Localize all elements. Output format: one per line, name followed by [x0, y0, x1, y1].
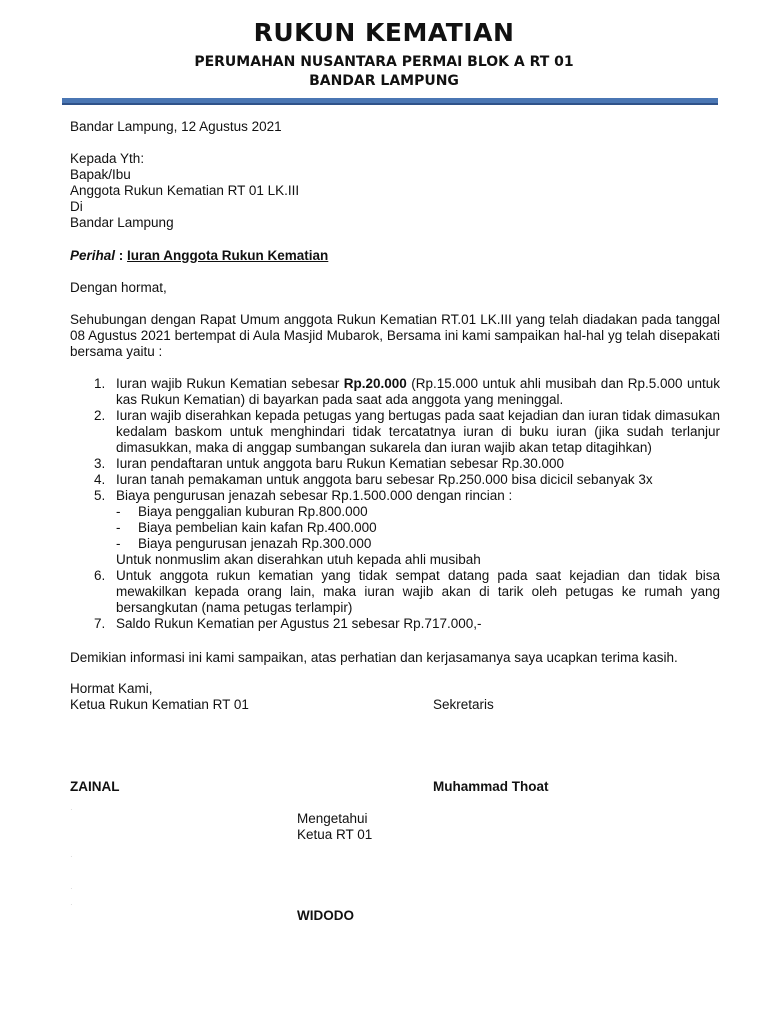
- scan-speck: ·: [70, 852, 73, 861]
- list-item-text: (Rp.15.000 untuk ahli musibah dan Rp.5.000 untuk kas Rukun Kematian) di bayarkan pada saat ada anggota yang meninggal.: [116, 376, 720, 407]
- list-item: [70, 568, 720, 616]
- list-item-text: Saldo Rukun Kematian per Agustus 21 sebesar Rp.717.000,-: [116, 616, 482, 631]
- regards: Hormat Kami,: [70, 681, 153, 696]
- agreement-list: [70, 376, 720, 632]
- acknowledge-role: Ketua RT 01: [297, 827, 373, 842]
- list-number: 6.: [94, 568, 106, 583]
- recipient-line: Anggota Rukun Kematian RT 01 LK.III: [70, 183, 300, 198]
- scan-speck: ·: [70, 884, 73, 893]
- list-number: 1.: [94, 376, 106, 391]
- list-number: 5.: [94, 488, 106, 503]
- list-item-note: Untuk nonmuslim akan diserahkan utuh kepada ahli musibah: [116, 552, 481, 567]
- cost-breakdown: [116, 504, 720, 552]
- list-item: [70, 472, 720, 488]
- letterhead-divider: [62, 98, 718, 105]
- list-number: 3.: [94, 456, 106, 471]
- subject-colon: :: [115, 248, 128, 263]
- scan-speck: ·: [70, 900, 73, 909]
- list-item: [70, 616, 720, 632]
- letterhead-subtitle: PERUMAHAN NUSANTARA PERMAI BLOK A RT 01: [194, 54, 574, 70]
- greeting: Dengan hormat,: [70, 280, 167, 295]
- list-number: 2.: [94, 408, 106, 423]
- list-item-text: Iuran pendaftaran untuk anggota baru Rukun Kematian sebesar Rp.30.000: [116, 456, 565, 471]
- list-item-text: Iuran wajib Rukun Kematian sebesar: [116, 376, 344, 391]
- right-signatory-role: Sekretaris: [433, 697, 494, 712]
- recipient-line: Kepada Yth:: [70, 151, 145, 166]
- scan-speck: ·: [70, 805, 73, 814]
- left-signatory-role: Ketua Rukun Kematian RT 01: [70, 697, 249, 712]
- recipient-line: Di: [70, 199, 83, 214]
- right-signatory-name: Muhammad Thoat: [433, 779, 549, 794]
- dash-bullet: -: [116, 536, 121, 551]
- acknowledge-label: Mengetahui: [297, 811, 368, 826]
- list-number: 4.: [94, 472, 106, 487]
- list-item-text: Iuran wajib diserahkan kepada petugas yang bertugas pada saat kejadian dan iuran tidak dimasukan kedalam baskom untuk menghindari tidak tercatatnya iuran di buku iuran (jika sudah terlanjur dimasukkan, maka di anggap sumbangan sukarela dan iuran wajib akan tetap ditagihkan): [116, 408, 720, 455]
- letterhead-city: BANDAR LAMPUNG: [309, 73, 459, 89]
- acknowledge-name: WIDODO: [297, 908, 354, 923]
- cost-item-text: Biaya pengurusan jenazah Rp.300.000: [138, 536, 372, 551]
- cost-item: [116, 520, 720, 536]
- intro-paragraph: Sehubungan dengan Rapat Umum anggota Rukun Kematian RT.01 LK.III yang telah diadakan pada tanggal 08 Agustus 2021 bertempat di Aula Masjid Mubarok, Bersama ini kami sampaikan hal-hal yg telah disepakati bersama yaitu :: [70, 312, 720, 359]
- list-item-emphasis: Rp.20.000: [343, 376, 407, 391]
- list-item-text: Iuran tanah pemakaman untuk anggota baru sebesar Rp.250.000 bisa dicicil sebanyak 3x: [116, 472, 653, 487]
- list-item-text: Biaya pengurusan jenazah sebesar Rp.1.500.000 dengan rincian :: [116, 488, 513, 503]
- recipient-line: Bapak/Ibu: [70, 167, 131, 182]
- dash-bullet: -: [116, 504, 121, 519]
- dash-bullet: -: [116, 520, 121, 535]
- subject-line: [70, 248, 328, 263]
- list-item: [70, 408, 720, 456]
- closing-paragraph: Demikian informasi ini kami sampaikan, atas perhatian dan kerjasamanya saya ucapkan terima kasih.: [70, 650, 678, 665]
- list-item: [70, 488, 720, 568]
- cost-item-text: Biaya penggalian kuburan Rp.800.000: [138, 504, 368, 519]
- list-number: 7.: [94, 616, 106, 631]
- left-signatory-name: ZAINAL: [70, 779, 120, 794]
- cost-item-text: Biaya pembelian kain kafan Rp.400.000: [138, 520, 377, 535]
- cost-item: [116, 504, 720, 520]
- subject-label: Perihal: [70, 248, 116, 263]
- list-item: [70, 456, 720, 472]
- subject-text: Iuran Anggota Rukun Kematian: [127, 248, 329, 263]
- list-item: [70, 376, 720, 408]
- cost-item: [116, 536, 720, 552]
- recipient-line: Bandar Lampung: [70, 215, 174, 230]
- letterhead-title: RUKUN KEMATIAN: [253, 18, 515, 47]
- list-item-text: Untuk anggota rukun kematian yang tidak sempat datang pada saat kejadian dan tidak bisa mewakilkan kepada orang lain, maka iuran wajib akan di tarik oleh petugas ke rumah yang bersangkutan (nama petugas terlampir): [116, 568, 720, 615]
- date-line: Bandar Lampung, 12 Agustus 2021: [70, 119, 282, 134]
